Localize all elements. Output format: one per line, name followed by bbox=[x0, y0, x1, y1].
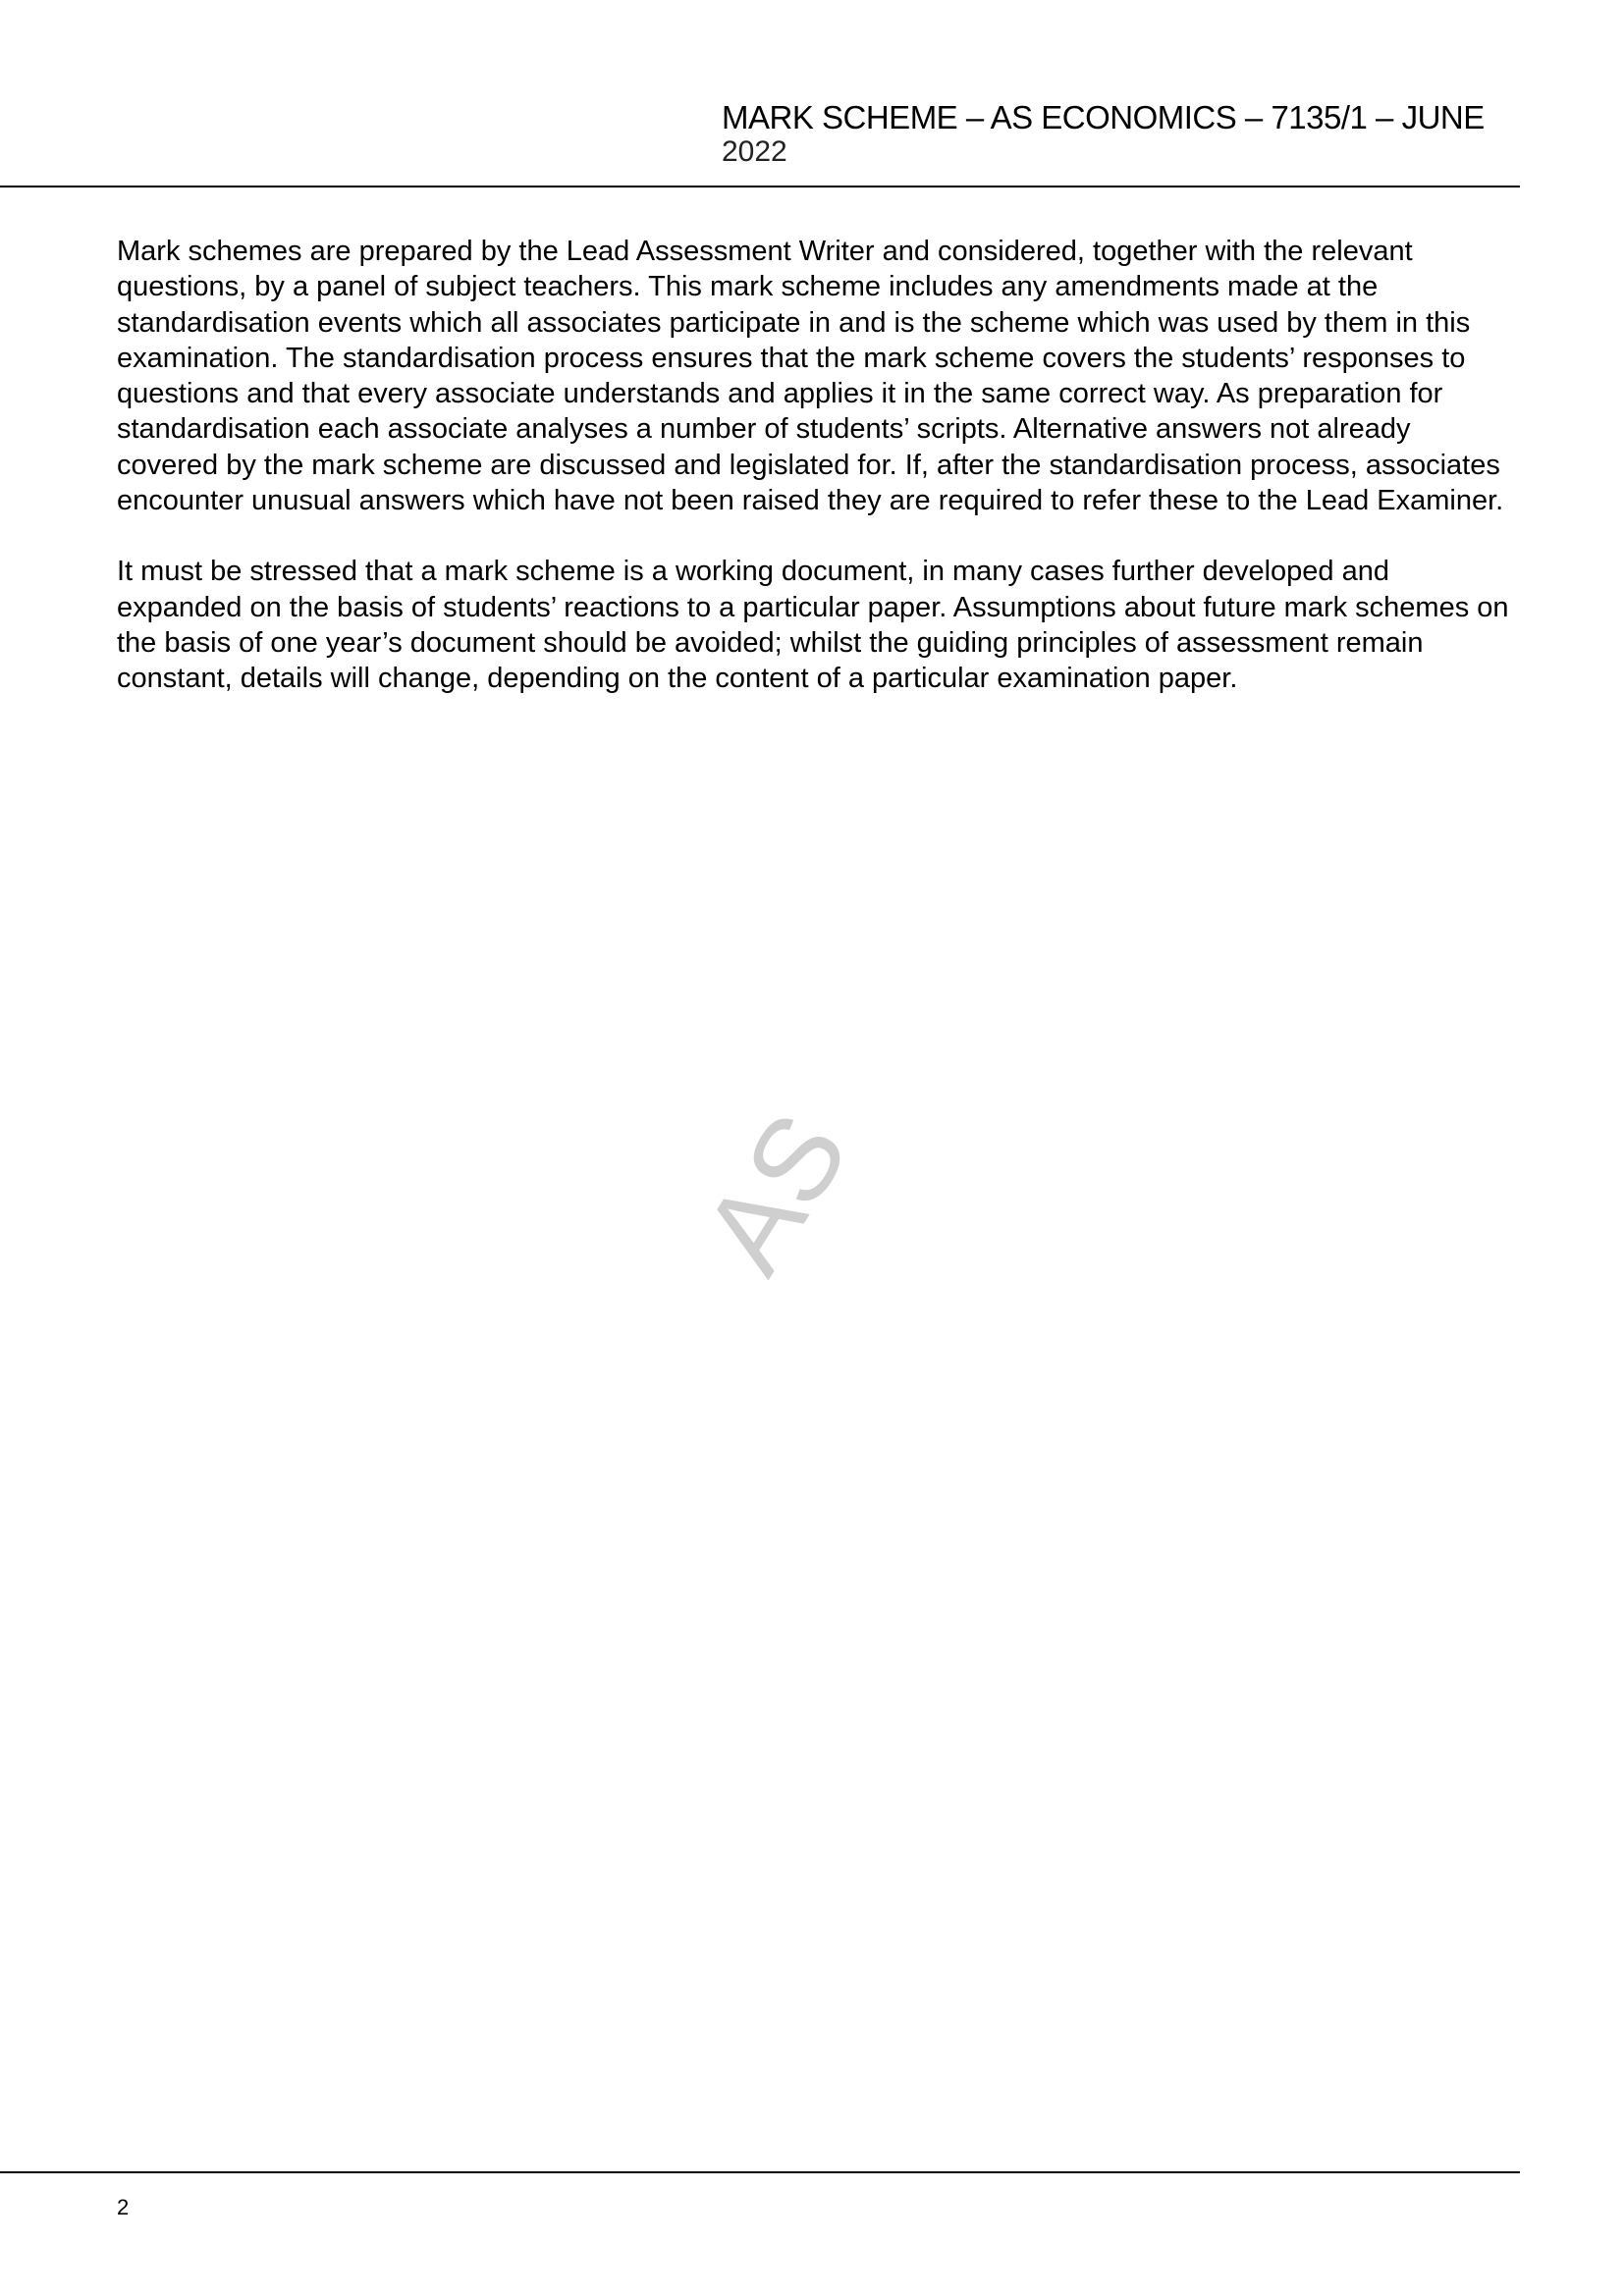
header-title: MARK SCHEME – AS ECONOMICS – 7135/1 – JUNE bbox=[722, 99, 1485, 135]
paragraph-working-document: It must be stressed that a mark scheme is a working document, in many cases further developed and expanded on the basis of students’ reactions to a particular paper. Assumptions about future mark schemes on the basis of one year’s document should be avoided; whilst the guiding principles of assessment remain constant, details will change, depending on the content of a particular examination paper. bbox=[117, 556, 1509, 695]
document-body bbox=[117, 234, 1511, 732]
watermark: AS bbox=[677, 1091, 874, 1295]
header-title-overflow bbox=[722, 133, 800, 168]
footer-rule bbox=[0, 2171, 1520, 2173]
paragraph-standardisation: Mark schemes are prepared by the Lead Assessment Writer and considered, together with the relevant questions, by a panel of subject teachers. This mark scheme includes any amendments made at the standardisation events which all associates participate in and is the scheme which was used by them in this examination. The standardisation process ensures that the mark scheme covers the students’ responses to questions and that every associate understands and applies it in the same correct way. As preparation for standardisation each associate analyses a number of students’ scripts. Alternative answers not already covered by the mark scheme are discussed and legislated for. If, after the standardisation process, associates encounter unusual answers which have not been raised they are required to refer these to the Lead Examiner. bbox=[117, 236, 1504, 517]
header-rule bbox=[0, 186, 1520, 187]
header-title-overflow-text: 2022 bbox=[722, 135, 787, 168]
page-header bbox=[722, 94, 1527, 141]
page-number: 2 bbox=[117, 2195, 130, 2219]
